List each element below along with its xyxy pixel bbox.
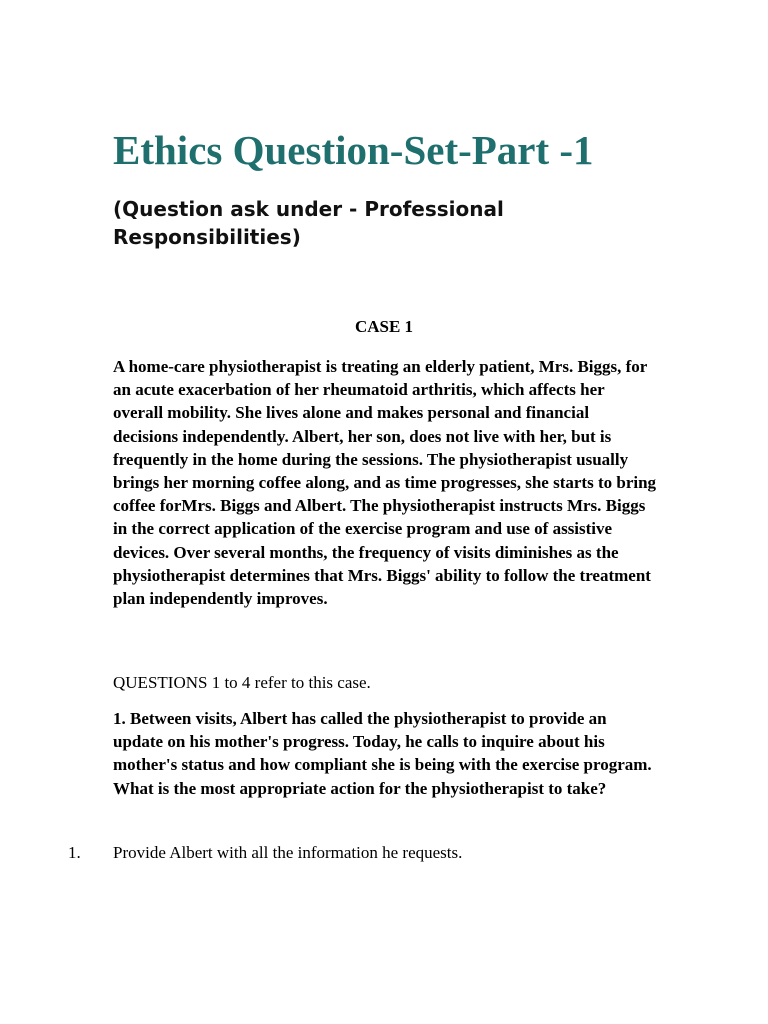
case-description: A home-care physiotherapist is treating an elderly patient, Mrs. Biggs, for an acute exacerbation of her rheumatoid arthritis, which affects her overall mobility. She lives alone and makes personal and financial decisions independently. Albert, her son, does not live with her, but is frequently in the home during the sessions. The physiotherapist usually brings her morning coffee along, and as time progresses, she starts to bring coffee forMrs. Biggs and Albert. The physiotherapist instructs Mrs. Biggs in the correct application of the exercise program and use of assistive devices. Over several months, the frequency of visits diminishes as the physiotherapist determines that Mrs. Biggs' ability to follow the treatment plan independently improves.: [113, 357, 657, 609]
case-heading-text: CASE 1: [354, 317, 414, 336]
answer-option-1: [68, 841, 688, 864]
document-title: Ethics Question-Set-Part -1: [113, 127, 594, 173]
answer-option-number: 1.: [68, 843, 81, 862]
questions-reference: QUESTIONS 1 to 4 refer to this case.: [113, 673, 371, 692]
answer-option-text: Provide Albert with all the information he requests.: [113, 843, 463, 862]
document-subtitle: (Question ask under - Professional Responsibilities): [113, 197, 504, 249]
case-heading: [0, 316, 768, 338]
question-1: 1. Between visits, Albert has called the physiotherapist to provide an update on his mother's progress. Today, he calls to inquire about his mother's status and how compliant she is being with the exercise program. What is the most appropriate action for the physiotherapist to take?: [113, 709, 652, 798]
